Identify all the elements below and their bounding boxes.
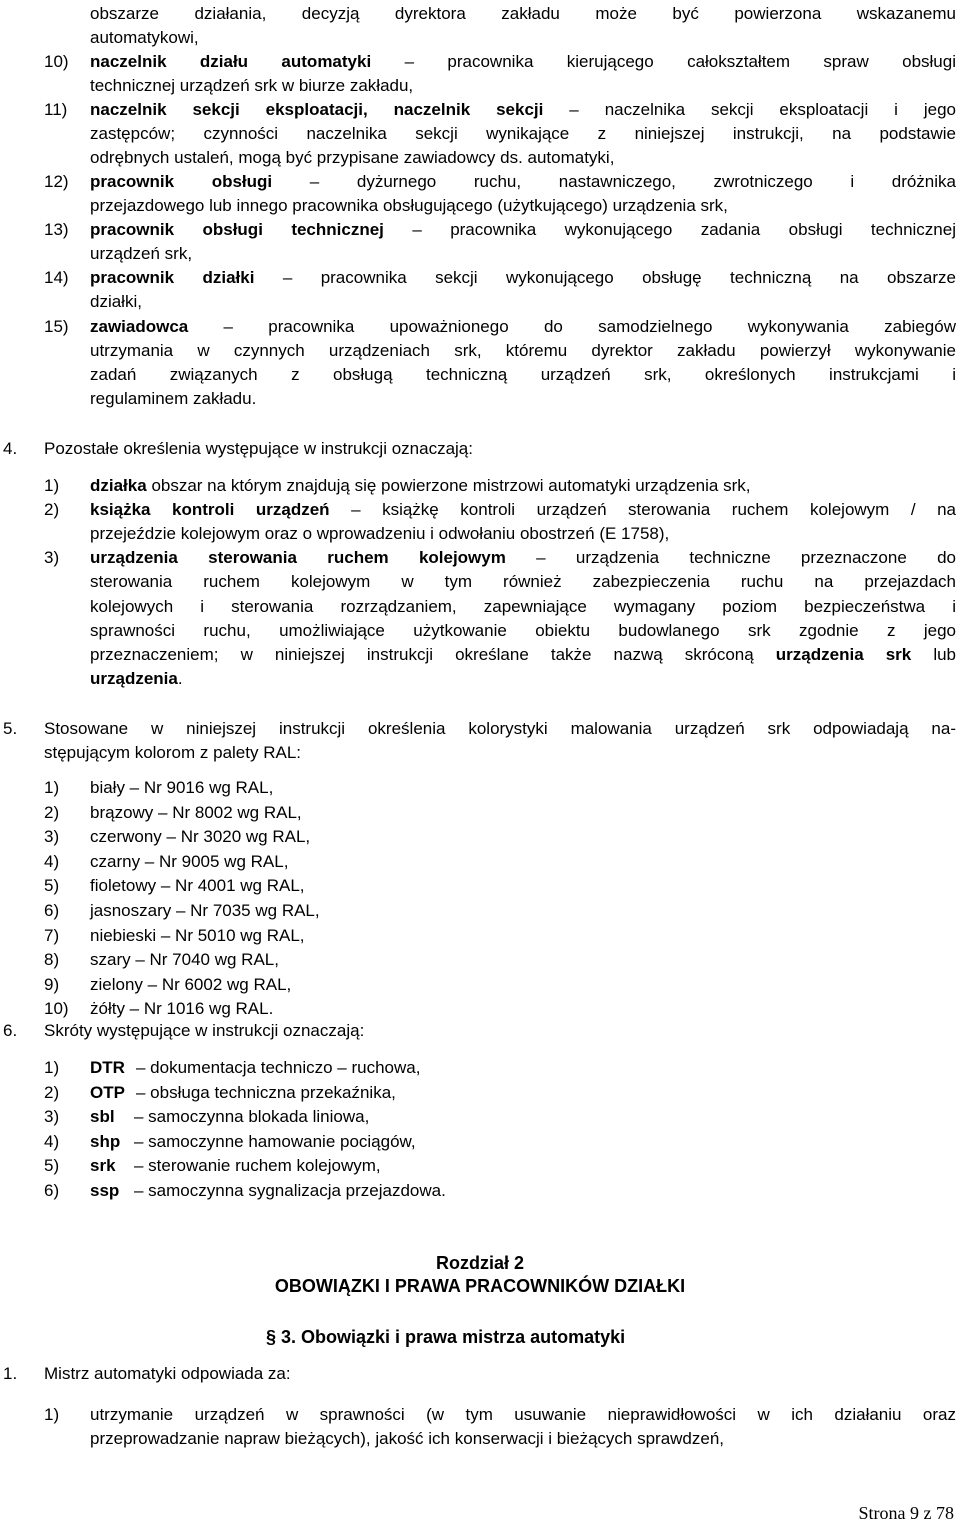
color-item: brązowy – Nr 8002 wg RAL,	[90, 802, 302, 822]
section-number: 6.	[3, 1021, 18, 1040]
abbreviation-term: srk	[90, 1156, 116, 1176]
abbreviation-definition: – dokumentacja techniczo – ruchowa,	[136, 1058, 421, 1077]
list-number: 1)	[44, 476, 60, 495]
text-line: obszarze działania, decyzją dyrektora zakładu może być powierzona wskazanemu	[90, 4, 956, 23]
list-number: 5)	[44, 876, 60, 896]
abbreviation-definition: – sterowanie ruchem kolejowym,	[134, 1156, 381, 1176]
definition-line: pracownik obsługi technicznej – pracownika wykonującego zadania obsługi technicznej	[90, 220, 956, 239]
color-item: szary – Nr 7040 wg RAL,	[90, 950, 279, 970]
list-number: 9)	[44, 974, 60, 994]
definition-line: pracownik działki – pracownika sekcji wykonującego obsługę techniczną na obszarze	[90, 268, 956, 287]
paragraph-heading: § 3. Obowiązki i prawa mistrza automatyki	[266, 1327, 626, 1347]
text-line: automatykowi,	[90, 28, 199, 47]
chapter-number: Rozdział 2	[435, 1253, 524, 1273]
list-number: 2)	[44, 802, 60, 822]
definition-line: działka obszar na którym znajdują się powierzone mistrzowi automatyki urządzenia srk,	[90, 476, 751, 495]
list-number: 1)	[44, 778, 60, 797]
list-number: 8)	[44, 950, 60, 970]
definition-line: pracownik obsługi – dyżurnego ruchu, nastawniczego, zwrotniczego i dróżnika	[90, 172, 956, 191]
color-item: niebieski – Nr 5010 wg RAL,	[90, 925, 305, 945]
text-line: urządzeń srk,	[90, 244, 193, 263]
section-heading: Skróty występujące w instrukcji oznaczają:	[44, 1021, 365, 1040]
section-heading: Stosowane w niniejszej instrukcji określenia kolorystyki malowania urządzeń srk odpowiadają na-	[44, 719, 956, 738]
text-line: zastępców; czynności naczelnika sekcji wynikające z niniejszej instrukcji, na podstawie	[90, 124, 956, 143]
text-line: działki,	[90, 292, 142, 311]
text-line: kolejowych i sterowania rozrządzaniem, zapewniające wymagany poziom bezpieczeństwa i	[90, 597, 956, 616]
text-line: odrębnych ustaleń, mogą być przypisane zawiadowcy ds. automatyki,	[90, 148, 615, 167]
section-number: 5.	[3, 719, 18, 738]
list-number: 15)	[44, 317, 69, 336]
color-item: biały – Nr 9016 wg RAL,	[90, 778, 274, 797]
list-number: 1)	[44, 1058, 60, 1077]
abbreviation-term: sbl	[90, 1107, 115, 1127]
definition-line: naczelnik działu automatyki – pracownika kierującego całokształtem spraw obsługi	[90, 52, 956, 71]
abbreviation-definition: – samoczynna sygnalizacja przejazdowa.	[134, 1181, 446, 1200]
list-number: 4)	[44, 851, 60, 871]
list-number: 13)	[44, 220, 69, 239]
text-line: urządzenia.	[90, 669, 183, 688]
list-number: 5)	[44, 1156, 60, 1176]
page-footer: Strona 9 z 78	[858, 1503, 954, 1523]
color-item: jasnoszary – Nr 7035 wg RAL,	[90, 901, 320, 920]
list-number: 6)	[44, 901, 60, 920]
text-line: przeznaczeniem; w niniejszej instrukcji określane także nazwą skróconą urządzenia srk lub	[90, 645, 956, 664]
color-item: czarny – Nr 9005 wg RAL,	[90, 851, 289, 871]
definition-line: urządzenia sterowania ruchem kolejowym – urządzenia techniczne przeznaczone do	[90, 548, 956, 567]
color-item: czerwony – Nr 3020 wg RAL,	[90, 827, 311, 847]
text-line: przejazdowego lub innego pracownika obsługującego (użytkującego) urządzenia srk,	[90, 196, 728, 215]
list-number: 3)	[44, 827, 60, 847]
text-line: stępującym kolorom z palety RAL:	[44, 743, 301, 762]
color-item: żółty – Nr 1016 wg RAL.	[90, 999, 274, 1019]
abbreviation-term: ssp	[90, 1181, 120, 1200]
list-number: 14)	[44, 268, 69, 287]
section-heading: Pozostałe określenia występujące w instrukcji oznaczają:	[44, 439, 473, 458]
list-number: 2)	[44, 500, 60, 519]
list-number: 10)	[44, 999, 69, 1019]
text-line: regulaminem zakładu.	[90, 389, 257, 408]
list-number: 1)	[44, 1405, 60, 1424]
list-number: 3)	[44, 548, 60, 567]
color-item: zielony – Nr 6002 wg RAL,	[90, 974, 292, 994]
text-line: sterowania ruchem kolejowym w tym również zabezpieczenia ruchu na przejazdach	[90, 572, 956, 591]
text-line: utrzymania w czynnych urządzeniach srk, któremu dyrektor zakładu powierzył wykonywanie	[90, 341, 956, 360]
definition-line: naczelnik sekcji eksploatacji, naczelnik sekcji – naczelnika sekcji eksploatacji i jego	[90, 100, 956, 119]
list-number: 3)	[44, 1107, 60, 1127]
text-line: utrzymanie urządzeń w sprawności (w tym usuwanie nieprawidłowości w ich działaniu oraz	[90, 1405, 956, 1424]
list-number: 4)	[44, 1131, 60, 1151]
list-number: 6)	[44, 1181, 60, 1200]
abbreviation-term: OTP	[90, 1082, 125, 1102]
abbreviation-definition: – samoczynna blokada liniowa,	[134, 1107, 370, 1127]
text-line: sprawności ruchu, umożliwiające użytkowanie obiektu budowlanego srk zgodnie z jego	[90, 621, 956, 640]
text-line: przejeździe kolejowym oraz o wprowadzeniu i odwołaniu obostrzeń (E 1758),	[90, 524, 670, 543]
definition-line: zawiadowca – pracownika upoważnionego do samodzielnego wykonywania zabiegów	[90, 317, 956, 336]
abbreviation-term: shp	[90, 1131, 121, 1151]
abbreviation-term: DTR	[90, 1058, 125, 1077]
abbreviation-definition: – samoczynne hamowanie pociągów,	[134, 1131, 416, 1151]
text-line: przeprowadzanie napraw bieżących), jakość ich konserwacji i bieżących sprawdzeń,	[90, 1429, 725, 1448]
chapter-title: OBOWIĄZKI I PRAWA PRACOWNIKÓW DZIAŁKI	[274, 1276, 686, 1296]
list-number: 2)	[44, 1082, 60, 1102]
item-heading: Mistrz automatyki odpowiada za:	[44, 1364, 291, 1383]
definition-line: książka kontroli urządzeń – książkę kontroli urządzeń sterowania ruchem kolejowym / na	[90, 500, 957, 519]
text-line: technicznej urządzeń srk w biurze zakładu,	[90, 76, 414, 95]
list-number: 11)	[44, 100, 68, 119]
item-number: 1.	[3, 1364, 18, 1383]
abbreviation-definition: – obsługa techniczna przekaźnika,	[136, 1082, 396, 1102]
list-number: 12)	[44, 172, 69, 191]
text-line: zadań związanych z obsługą techniczną urządzeń srk, określonych instrukcjami i	[90, 365, 956, 384]
color-item: fioletowy – Nr 4001 wg RAL,	[90, 876, 305, 896]
list-number: 10)	[44, 52, 69, 71]
list-number: 7)	[44, 925, 60, 945]
section-number: 4.	[3, 439, 18, 458]
